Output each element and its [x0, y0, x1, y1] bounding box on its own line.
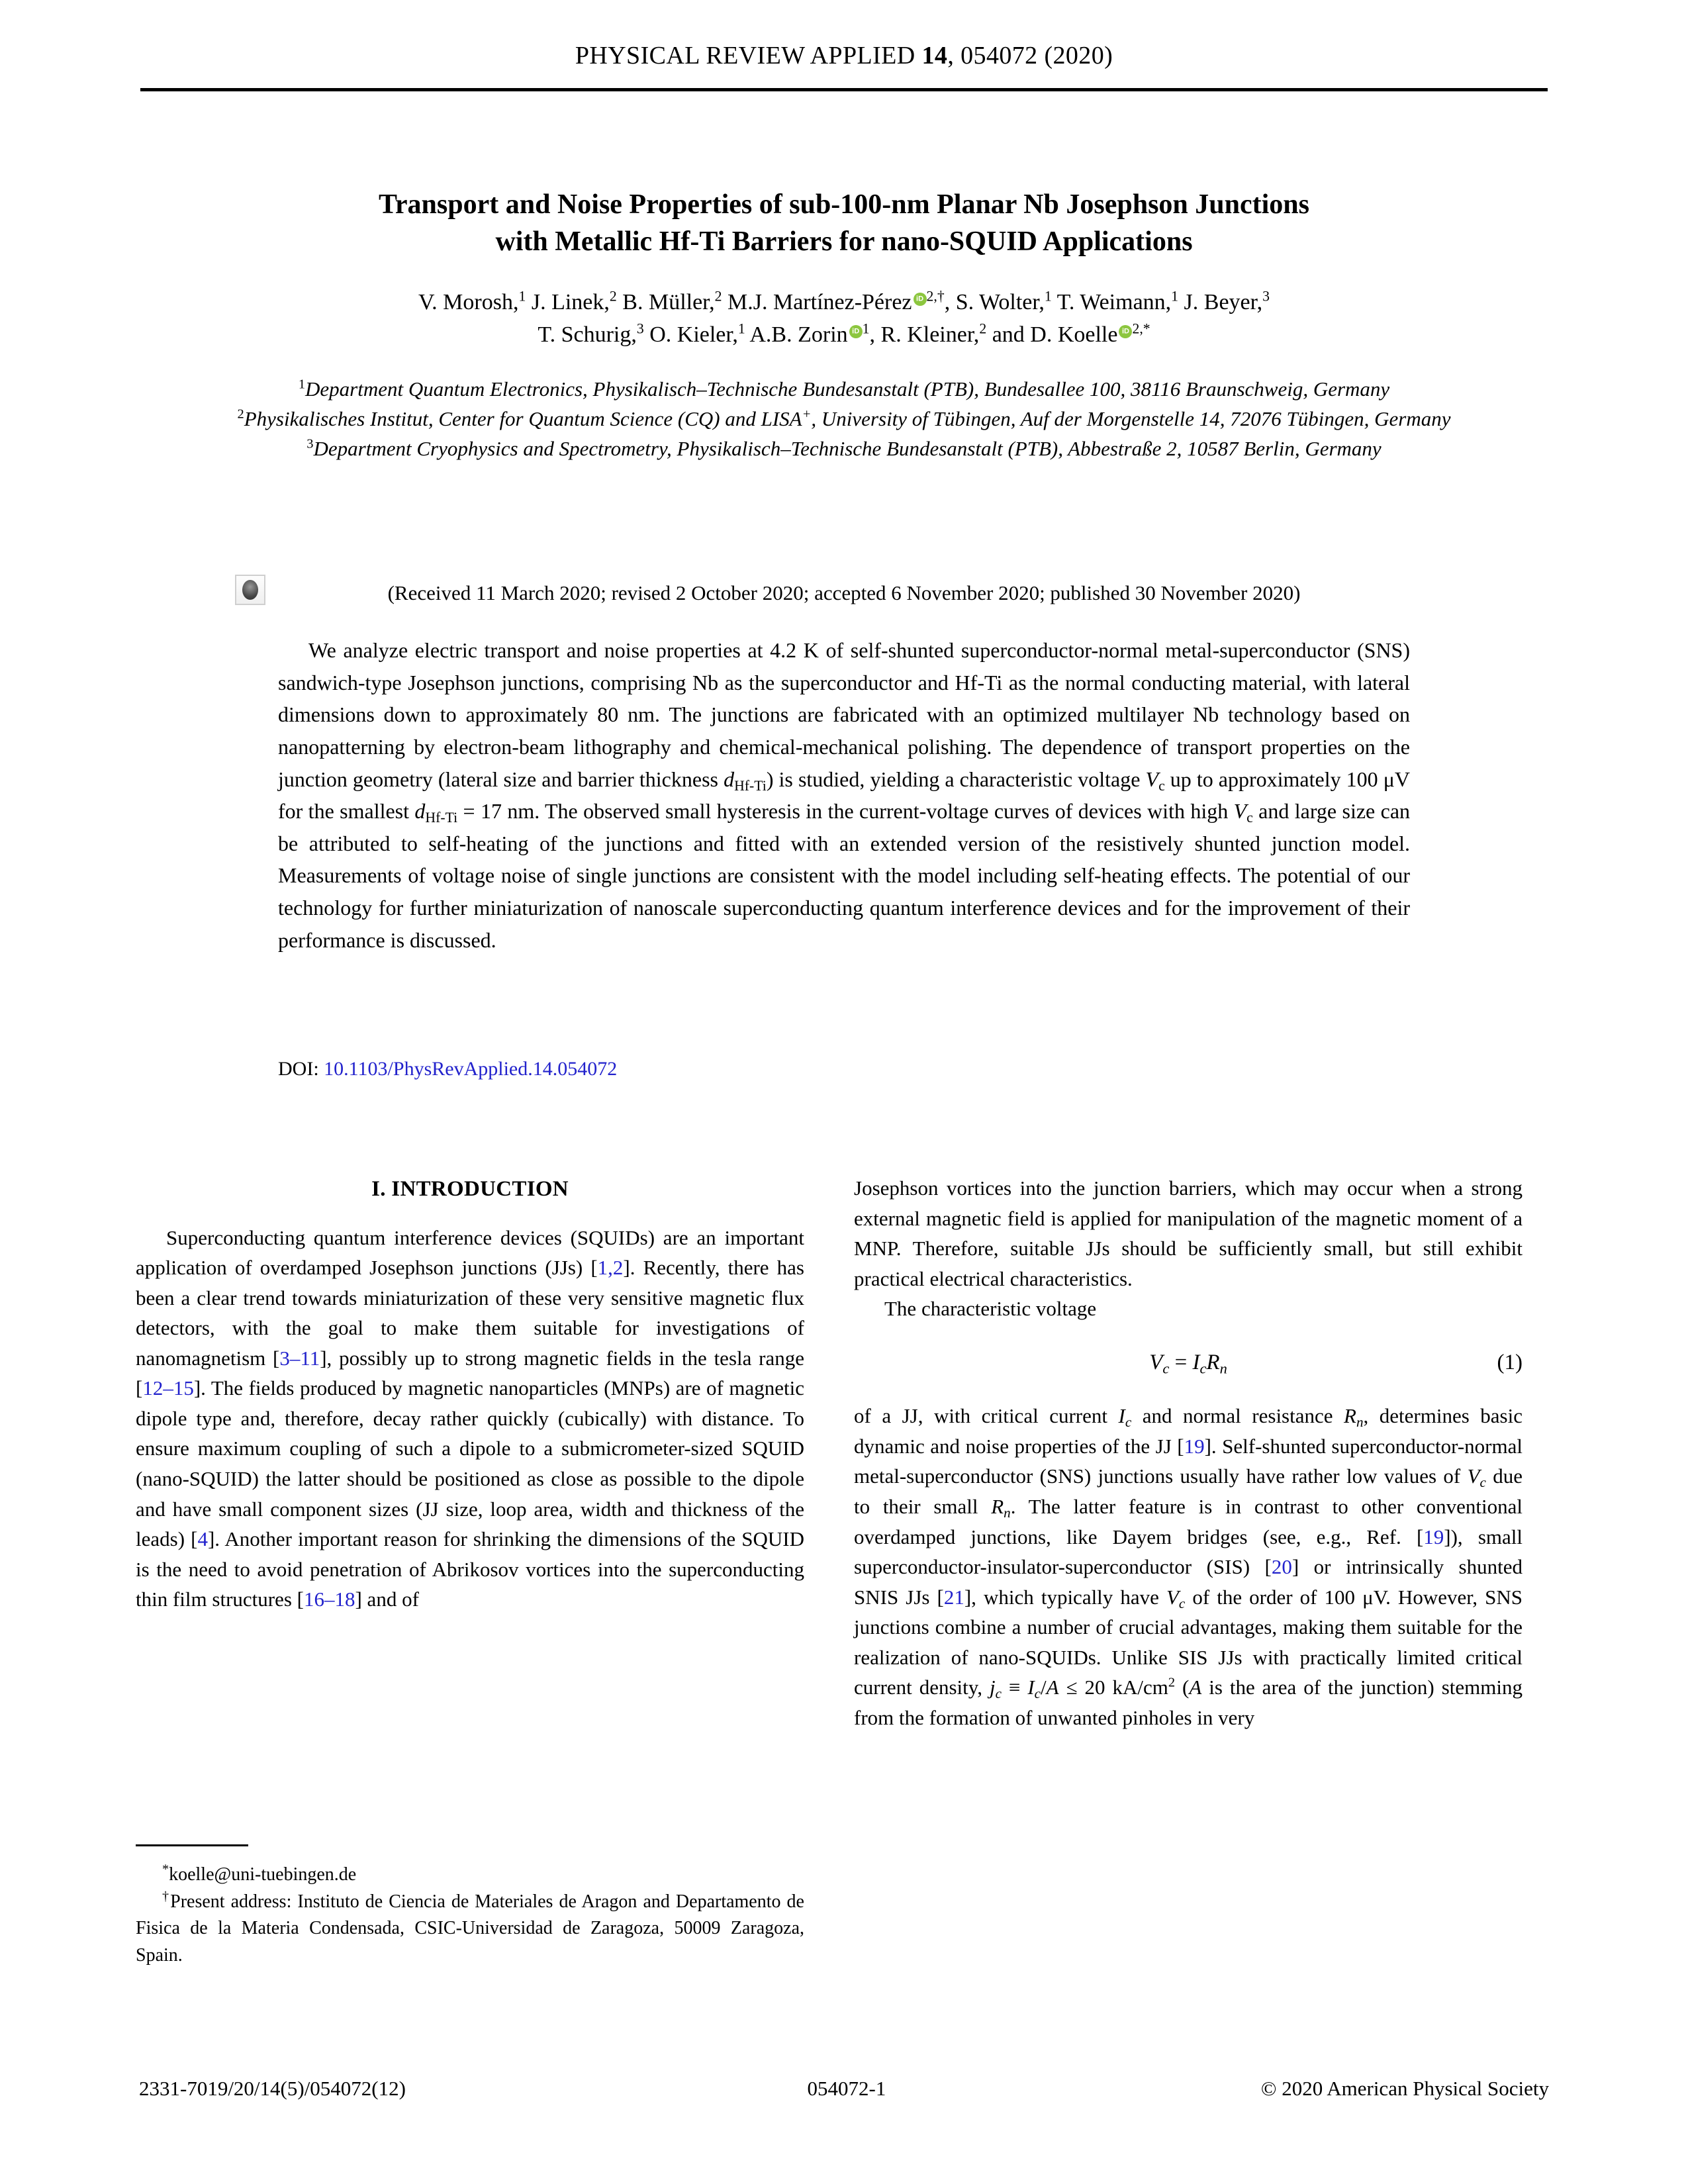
- math-Ic-2-sub: c: [1034, 1685, 1041, 1702]
- author-affiliation-marker: 1: [1171, 288, 1179, 305]
- footnote-marker-dagger: †: [162, 1889, 171, 1904]
- intro-text-5: ]. Another important reason for shrinking the dimensions of the SQUID is the need to avoid penetration of Abrikosov vortices into the superconducting thin film structures [: [136, 1527, 804, 1611]
- affiliation-3: [192, 434, 1496, 463]
- math-vc: V: [1145, 767, 1159, 791]
- intro-text-1: Superconducting quantum interference devices (SQUIDs) are an important application of overdamped Josephson junctions (JJs) [: [136, 1225, 804, 1280]
- issn-article-code: 2331-7019/20/14(5)/054072(12): [139, 2077, 406, 2100]
- running-head-spacer: [915, 42, 922, 70]
- author: A.B. Zorin iD $^1$,: [749, 322, 875, 347]
- affiliation-marker: 2: [237, 406, 244, 422]
- right-text-2: and normal resistance: [1131, 1404, 1344, 1428]
- affiliation-text-b: , University of Tübingen, Auf der Morgenstelle 14, 72076 Tübingen, Germany: [811, 407, 1451, 431]
- affiliation-1: [192, 375, 1496, 404]
- right-text-10: of the order of 100 μV. However, SNS junctions combine a number of crucial advantages, making them suitable for the realization of nano-SQUIDs. Unlike SIS JJs with practically limited critical current density,: [854, 1585, 1523, 1699]
- copyright-notice: © 2020 American Physical Society: [1260, 2077, 1549, 2100]
- right-text-15: is the area of the junction) stemming from the formation of unwanted pinholes in very: [854, 1676, 1523, 1729]
- author-affiliation-marker: 2: [609, 288, 617, 305]
- math-A: A: [1046, 1676, 1059, 1699]
- equation-lhs-V: V: [1149, 1350, 1163, 1374]
- intro-text-6: ] and of: [355, 1588, 419, 1611]
- math-Vc-sub: c: [1479, 1474, 1486, 1491]
- body-column-left: [136, 1173, 804, 1615]
- right-text-1: of a JJ, with critical current: [854, 1404, 1119, 1428]
- math-d-hfti: d: [724, 767, 735, 791]
- author-affiliation-marker: 2: [714, 288, 722, 305]
- right-text-4: ]. Self-shunted superconductor-normal metal-superconductor (SNS) junctions usually have rather low values of: [854, 1434, 1523, 1488]
- footnote-marker-star: *: [162, 1862, 169, 1877]
- title-line-1: Transport and Noise Properties of sub-100-nm Planar Nb Josephson Junctions: [379, 189, 1309, 220]
- author-affiliation-marker: 1: [862, 320, 870, 337]
- section-heading-introduction: I. INTRODUCTION: [371, 1177, 569, 1201]
- page-number: 054072-1: [807, 2077, 886, 2100]
- right-text-14: (: [1175, 1676, 1190, 1699]
- right-text-12: /: [1041, 1676, 1047, 1699]
- math-vc-2-sub: c: [1246, 810, 1253, 826]
- math-d-hfti-2-sub: Hf-Ti: [425, 810, 458, 826]
- footnotes: [136, 1862, 804, 1969]
- right-text-3: , determines basic dynamic and noise properties of the JJ [: [854, 1404, 1523, 1458]
- citation-link[interactable]: 19: [1423, 1525, 1444, 1548]
- right-paragraph-2: The characteristic voltage: [884, 1297, 1097, 1321]
- math-vc-2: V: [1233, 799, 1247, 824]
- footnote-corresponding-author: [136, 1862, 804, 1889]
- abstract-paragraph: [278, 634, 1410, 956]
- running-head: PHYSICAL REVIEW APPLIED 14, 054072 (2020): [575, 42, 1113, 70]
- math-Rn: R: [1344, 1404, 1356, 1428]
- volume-number: 14: [921, 42, 948, 70]
- equation-1: [854, 1347, 1523, 1379]
- right-text-13: ≤ 20 kA/cm: [1058, 1676, 1168, 1699]
- citation-link[interactable]: 21: [943, 1585, 964, 1609]
- equation-lhs-sub: c: [1162, 1360, 1170, 1377]
- equation-rhs-R: R: [1206, 1350, 1220, 1374]
- author: T. Schurig,$^3$: [538, 320, 644, 348]
- doi-line: [278, 1058, 617, 1080]
- citation-link[interactable]: 19: [1184, 1434, 1205, 1458]
- math-vc-sub: c: [1158, 777, 1165, 794]
- author-affiliation-marker: 2,†: [926, 288, 945, 305]
- affiliation-marker: 1: [298, 377, 306, 392]
- math-Rn-sub: n: [1356, 1414, 1364, 1431]
- affiliation-list: [192, 375, 1496, 464]
- author-affiliation-marker: 2: [979, 320, 987, 337]
- affiliation-text: Department Cryophysics and Spectrometry, Physikalisch–Technische Bundesanstalt (PTB), Abbestraße 2, 10587 Berlin, Germany: [313, 437, 1382, 461]
- doi-link[interactable]: 10.1103/PhysRevApplied.14.054072: [324, 1058, 618, 1080]
- math-Vc: V: [1467, 1464, 1480, 1488]
- publication-dates: (Received 11 March 2020; revised 2 October 2020; accepted 6 November 2020; published 30 November 2020): [387, 581, 1301, 604]
- author-list: [218, 286, 1470, 352]
- article-number: 054072: [961, 42, 1038, 70]
- title-line-2: with Metallic Hf-Ti Barriers for nano-SQUID Applications: [495, 226, 1193, 257]
- math-Ic-2: I: [1027, 1676, 1035, 1699]
- math-d-hfti-2: d: [414, 799, 426, 824]
- right-text-6: . The latter feature is in contrast to other conventional overdamped junctions, like Dayem bridges (see, e.g., Ref. [: [854, 1495, 1523, 1548]
- journal-name: PHYSICAL REVIEW APPLIED: [575, 42, 915, 70]
- abstract-text-1: We analyze electric transport and noise properties at 4.2 K of self-shunted superconductor-normal metal-superconductor (SNS) sandwich-type Josephson junctions, comprising Nb as the superconductor and Hf-Ti as the normal conducting material, with lateral dimensions down to approximately 80 nm. The junctions are fabricated with an optimized multilayer Nb technology based on nanopatterning by electron-beam lithography and chemical-mechanical polishing. The dependence of transport properties on the junction geometry (lateral size and barrier thickness: [278, 638, 1410, 791]
- intro-text-2: ]. Recently, there has been a clear trend towards miniaturization of these very sensitive magnetic flux detectors, with the goal to make them suitable for investigations of nanomagnetism [: [136, 1256, 804, 1370]
- author: and D. Koelle iD $^{2,*}$: [992, 322, 1150, 347]
- author-affiliation-marker: 2,*: [1132, 320, 1150, 337]
- math-d-hfti-sub: Hf-Ti: [734, 777, 767, 794]
- author: V. Morosh,$^1$: [418, 288, 526, 314]
- right-text-11: ≡: [1001, 1676, 1028, 1699]
- intro-paragraph-left: [136, 1223, 804, 1615]
- author: R. Kleiner,$^2$: [880, 320, 987, 348]
- author: B. Müller,$^2$: [622, 288, 722, 314]
- right-text-5: due to their small: [854, 1464, 1523, 1518]
- footnote-present-address: [136, 1889, 804, 1970]
- publication-year: (2020): [1044, 42, 1113, 70]
- math-Vc-2-sub: c: [1178, 1595, 1186, 1611]
- publication-dates-row: [218, 581, 1470, 605]
- math-Ic-sub: c: [1125, 1414, 1132, 1431]
- orcid-icon[interactable]: [914, 293, 927, 306]
- affiliation-text: Department Quantum Electronics, Physikalisch–Technische Bundesanstalt (PTB), Bundesallee 100, 38116 Braunschweig, Germany: [305, 377, 1390, 401]
- equation-equals: =: [1169, 1350, 1193, 1374]
- abstract-text-4: = 17 nm. The observed small hysteresis in the current-voltage curves of devices with high: [457, 799, 1234, 824]
- right-text-8: ] or intrinsically shunted SNIS JJs [: [854, 1555, 1523, 1609]
- right-paragraph-3: [854, 1401, 1523, 1733]
- math-square-exponent: 2: [1168, 1676, 1176, 1691]
- citation-link[interactable]: 16–18: [303, 1588, 355, 1611]
- math-Rn-2-sub: n: [1004, 1504, 1011, 1521]
- author: S. Wolter,$^1$: [955, 288, 1052, 314]
- author-affiliation-marker: 1: [518, 288, 526, 305]
- math-A-2: A: [1189, 1676, 1202, 1699]
- math-Rn-2: R: [991, 1495, 1004, 1518]
- affiliation-2: [192, 404, 1496, 434]
- abstract-text-5: and large size can be attributed to self-heating of the junctions and fitted with an extended version of the resistively shunted junction model. Measurements of voltage noise of single junctions are consistent with the model including self-heating effects. The potential of our technology for further miniaturization of nanoscale superconducting quantum interference devices and for the improvement of their performance is discussed.: [278, 799, 1411, 952]
- citation-link[interactable]: 1,2: [597, 1256, 624, 1280]
- page-title: [225, 187, 1463, 261]
- author-affiliation-marker: 3: [1262, 288, 1270, 305]
- author: M.J. Martínez-Pérez iD $^{2,\dagger}$,: [727, 290, 950, 314]
- lisa-plus-superscript: +: [802, 406, 812, 422]
- right-paragraph-1: Josephson vortices into the junction barriers, which may occur when a strong external magnetic field is applied for manipulation of the magnetic moment of a MNP. Therefore, suitable JJs should be sufficiently small, but still exhibit practical electrical characteristics.: [854, 1176, 1523, 1290]
- footnote-address-text: Present address: Instituto de Ciencia de Materiales de Aragon and Departamento de Fisica de la Materia Condensada, CSIC-Universidad de Zaragoza, 50009 Zaragoza, Spain.: [136, 1891, 804, 1966]
- header-rule: [140, 88, 1548, 91]
- math-Ic: I: [1118, 1404, 1125, 1428]
- abstract-text-3: up to approximately 100 μV for the smallest: [278, 767, 1411, 824]
- citation-link[interactable]: 4: [197, 1527, 208, 1551]
- equation-number: (1): [1497, 1350, 1523, 1374]
- author-line-2: [218, 318, 1470, 351]
- right-text-9: ], which typically have: [964, 1585, 1166, 1609]
- abstract-text-2: ) is studied, yielding a characteristic voltage: [766, 767, 1146, 791]
- math-Vc-2: V: [1166, 1585, 1179, 1609]
- equation-rhs-R-sub: n: [1219, 1360, 1227, 1377]
- affiliation-text-a: Physikalisches Institut, Center for Quantum Science (CQ) and LISA: [244, 407, 802, 431]
- crossmark-icon[interactable]: [235, 575, 265, 605]
- citation-link[interactable]: 3–11: [279, 1346, 320, 1370]
- body-column-right: [854, 1173, 1523, 1733]
- author-line-1: [218, 286, 1470, 318]
- author-affiliation-marker: 1: [737, 320, 745, 337]
- abstract: [278, 634, 1410, 956]
- math-jc-sub: c: [995, 1685, 1002, 1702]
- footnote-email[interactable]: koelle@uni-tuebingen.de: [169, 1864, 357, 1885]
- equation-rhs-I: I: [1192, 1350, 1200, 1374]
- author: J. Linek,$^2$: [531, 288, 617, 314]
- doi-label: DOI:: [278, 1058, 324, 1080]
- orcid-icon[interactable]: [1119, 325, 1132, 338]
- author-affiliation-marker: 1: [1044, 288, 1052, 305]
- math-jc: j: [989, 1676, 996, 1699]
- citation-link[interactable]: 12–15: [142, 1376, 194, 1400]
- footnote-rule: [136, 1844, 248, 1846]
- author: O. Kieler,$^1$: [649, 320, 745, 348]
- author-affiliation-marker: 3: [636, 320, 644, 337]
- equation-rhs-I-sub: c: [1199, 1360, 1207, 1377]
- author: J. Beyer,$^3$: [1184, 288, 1270, 314]
- author: T. Weimann,$^1$: [1056, 288, 1179, 314]
- page-footer: [139, 2077, 1549, 2101]
- affiliation-marker: 3: [306, 436, 314, 451]
- intro-text-3: ], possibly up to strong magnetic fields in the tesla range [: [136, 1346, 804, 1400]
- right-text-7: ]), small superconductor-insulator-superconductor (SIS) [: [854, 1525, 1523, 1579]
- citation-link[interactable]: 20: [1271, 1555, 1292, 1579]
- orcid-icon[interactable]: [849, 325, 863, 338]
- intro-text-4: ]. The fields produced by magnetic nanoparticles (MNPs) are of magnetic dipole type and, therefore, decay rather quickly (cubically) with distance. To ensure maximum coupling of such a dipole to a submicrometer-sized SQUID (nano-SQUID) the latter should be positioned as close as possible to the dipole and have small component sizes (JJ size, loop area, width and thickness of the leads) [: [136, 1376, 804, 1551]
